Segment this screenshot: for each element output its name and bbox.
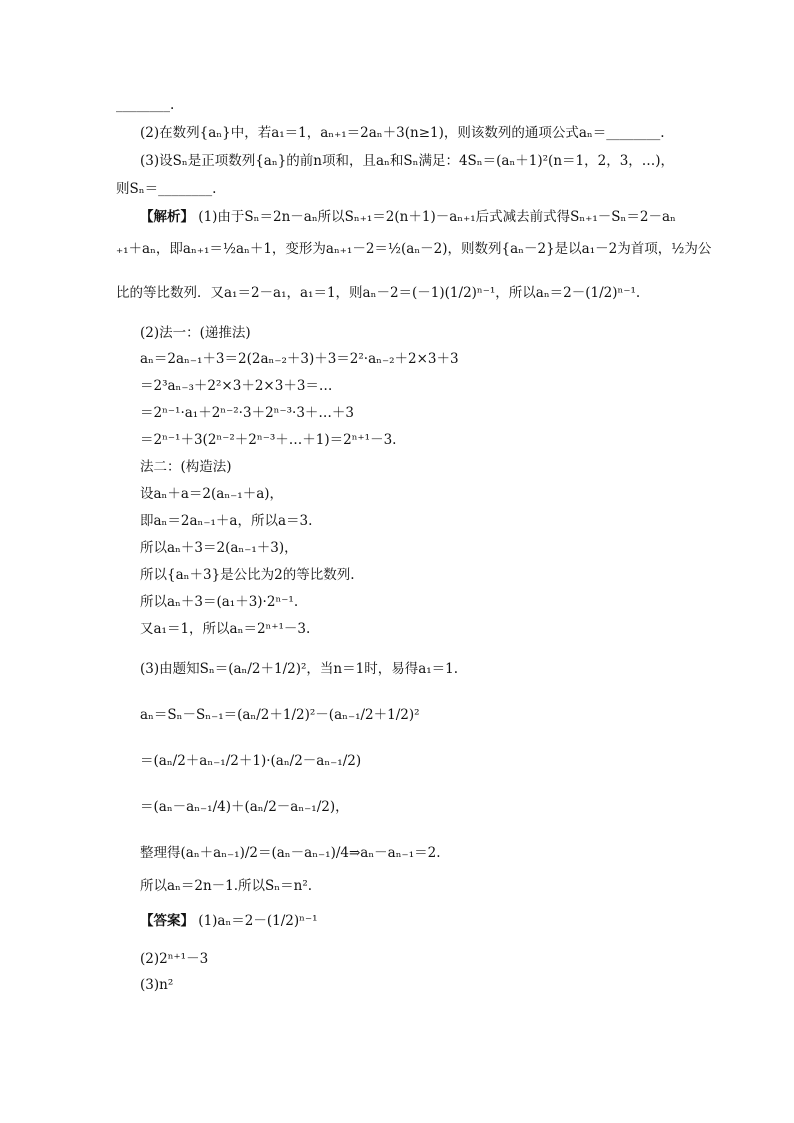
analysis-tag: 【解析】 <box>140 209 194 225</box>
question-3: (3)设Sₙ是正项数列{aₙ}的前n项和，且aₙ和Sₙ满足：4Sₙ＝(aₙ＋1)²(n＝1，2，3，…)， <box>140 153 675 169</box>
method-two-title: 法二：(构造法) <box>140 459 232 475</box>
answer-line-3: (3)n² <box>140 977 174 993</box>
answer-line-2: (2)2ⁿ⁺¹－3 <box>140 951 209 967</box>
method-two-step-3: 所以aₙ＋3＝2(aₙ₋₁＋3)， <box>140 540 298 556</box>
answer-tag: 【答案】 <box>140 913 194 929</box>
method-two-step-6: 又a₁＝1，所以aₙ＝2ⁿ⁺¹－3. <box>140 621 311 637</box>
method-two-step-1: 设aₙ＋a＝2(aₙ₋₁＋a)， <box>140 486 284 502</box>
question-3-cont: 则Sₙ＝________. <box>116 181 217 197</box>
question-2: (2)在数列{aₙ}中，若a₁＝1，aₙ₊₁＝2aₙ＋3(n≥1)，则该数列的通项公式aₙ＝________. <box>140 125 665 141</box>
part-3-step-4: ＝(aₙ－aₙ₋₁/4)＋(aₙ/2－aₙ₋₁/2)， <box>140 799 349 815</box>
answer-text-1: (1)aₙ＝2－(1/2)ⁿ⁻¹ <box>198 913 318 929</box>
method-one-title: (2)法一：(递推法) <box>140 325 251 341</box>
method-one-step-3: ＝2ⁿ⁻¹·a₁＋2ⁿ⁻²·3＋2ⁿ⁻³·3＋…＋3 <box>140 405 355 421</box>
method-two-step-4: 所以{aₙ＋3}是公比为2的等比数列. <box>140 567 355 583</box>
analysis-line-3: 比的等比数列．又a₁＝2－a₁，a₁＝1，则aₙ－2＝(－1)(1/2)ⁿ⁻¹，所以aₙ＝2－(1/2)ⁿ⁻¹. <box>116 285 641 301</box>
part-3-step-3: ＝(aₙ/2＋aₙ₋₁/2＋1)·(aₙ/2－aₙ₋₁/2) <box>140 753 362 769</box>
part-3-step-5: 整理得(aₙ＋aₙ₋₁)/2＝(aₙ－aₙ₋₁)/4⇒aₙ－aₙ₋₁＝2. <box>140 845 441 861</box>
answer-line-1 <box>140 912 318 930</box>
part-3-step-2: aₙ＝Sₙ－Sₙ₋₁＝(aₙ/2＋1/2)²－(aₙ₋₁/2＋1/2)² <box>140 707 420 723</box>
method-one-step-2: ＝2³aₙ₋₃＋2²×3＋2×3＋3＝… <box>140 378 333 394</box>
analysis-line-1 <box>140 208 676 226</box>
method-one-step-1: aₙ＝2aₙ₋₁＋3＝2(2aₙ₋₂＋3)＋3＝2²·aₙ₋₂＋2×3＋3 <box>140 351 459 367</box>
analysis-line-2: ₊₁＋aₙ，即aₙ₊₁＝½aₙ＋1，变形为aₙ₊₁－2＝½(aₙ－2)，则数列{aₙ－2}是以a₁－2为首项，½为公 <box>116 241 712 257</box>
analysis-text-1: (1)由于Sₙ＝2n－aₙ所以Sₙ₊₁＝2(n＋1)－aₙ₊₁后式减去前式得Sₙ₊₁－Sₙ＝2－aₙ <box>198 209 676 225</box>
method-two-step-5: 所以aₙ＋3＝(a₁＋3)·2ⁿ⁻¹. <box>140 594 299 610</box>
part-3-step-6: 所以aₙ＝2n－1.所以Sₙ＝n². <box>140 878 313 894</box>
part-3-step-1: (3)由题知Sₙ＝(aₙ/2＋1/2)²，当n＝1时，易得a₁＝1. <box>140 661 459 677</box>
answer-blank-line: ________. <box>116 97 175 113</box>
method-one-step-4: ＝2ⁿ⁻¹＋3(2ⁿ⁻²＋2ⁿ⁻³＋…＋1)＝2ⁿ⁺¹－3. <box>140 432 397 448</box>
method-two-step-2: 即aₙ＝2aₙ₋₁＋a，所以a＝3. <box>140 513 313 529</box>
